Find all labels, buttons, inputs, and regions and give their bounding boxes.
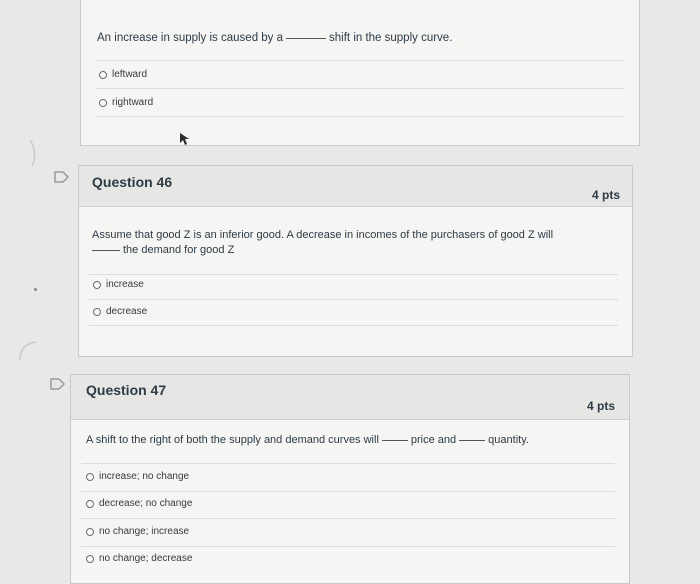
- answer-option[interactable]: [99, 69, 147, 80]
- flag-icon[interactable]: [50, 378, 66, 390]
- question-45-prompt-before: An increase in supply is caused by a: [97, 32, 284, 44]
- answer-label: no change; decrease: [99, 553, 193, 564]
- divider: [95, 116, 625, 117]
- question-45-prompt-after: shift in the supply curve.: [329, 32, 453, 44]
- question-46-prompt-line2-wrap: [92, 243, 592, 258]
- answer-label: leftward: [112, 69, 148, 80]
- radio-icon[interactable]: [86, 555, 94, 563]
- question-46-title: Question 46: [92, 174, 173, 190]
- divider: [95, 88, 625, 89]
- question-46-blank: [92, 250, 120, 251]
- question-47-title: Question 47: [86, 382, 167, 398]
- question-47-prompt-part1: A shift to the right of both the supply and demand curves will: [86, 434, 379, 446]
- answer-label: decrease; no change: [99, 498, 193, 509]
- answer-option[interactable]: [99, 97, 153, 108]
- question-46-prompt-line2: the demand for good Z: [123, 244, 235, 256]
- divider: [81, 463, 615, 464]
- radio-icon[interactable]: [99, 71, 107, 79]
- answer-label: increase: [106, 279, 144, 290]
- divider: [89, 299, 618, 300]
- radio-icon[interactable]: [93, 281, 101, 289]
- question-47-blank-2: [459, 440, 485, 441]
- flag-icon[interactable]: [54, 171, 70, 183]
- radio-icon[interactable]: [93, 308, 101, 316]
- bracket-decoration: [14, 338, 40, 364]
- divider: [81, 491, 615, 492]
- answer-option[interactable]: [86, 553, 192, 564]
- mouse-cursor-icon: [178, 132, 190, 146]
- radio-icon[interactable]: [86, 500, 94, 508]
- radio-icon[interactable]: [86, 473, 94, 481]
- answer-label: increase; no change: [99, 471, 190, 482]
- answer-label: rightward: [112, 97, 154, 108]
- answer-option[interactable]: [86, 526, 189, 537]
- question-47-prompt-part2: price and: [410, 434, 457, 446]
- divider: [81, 546, 615, 547]
- radio-icon[interactable]: [86, 528, 94, 536]
- divider: [89, 325, 618, 326]
- answer-option[interactable]: [86, 498, 192, 509]
- question-46-points: 4 pts: [591, 188, 620, 202]
- radio-icon[interactable]: [99, 99, 107, 107]
- question-47-blank-1: [382, 440, 408, 441]
- answer-option[interactable]: [86, 471, 189, 482]
- divider: [89, 274, 618, 275]
- question-46-prompt: [92, 228, 592, 258]
- answer-label: decrease: [106, 306, 148, 317]
- page-dot: [34, 288, 37, 291]
- answer-label: no change; increase: [99, 526, 190, 537]
- question-45-blank: [286, 38, 326, 39]
- answer-option[interactable]: [93, 279, 144, 290]
- question-47-prompt-part3: quantity.: [488, 434, 529, 446]
- question-47-points: 4 pts: [586, 399, 615, 413]
- question-45-card: [80, 0, 640, 146]
- question-47-prompt: [86, 433, 626, 448]
- question-46-prompt-line1: Assume that good Z is an inferior good. A decrease in incomes of the purchasers of good Z will: [92, 229, 554, 241]
- divider: [95, 60, 625, 61]
- bracket-decoration: [28, 138, 42, 168]
- question-47-card: [70, 374, 630, 584]
- answer-option[interactable]: [93, 306, 147, 317]
- question-46-card: [78, 165, 633, 357]
- question-45-prompt: [97, 31, 452, 46]
- divider: [81, 518, 615, 519]
